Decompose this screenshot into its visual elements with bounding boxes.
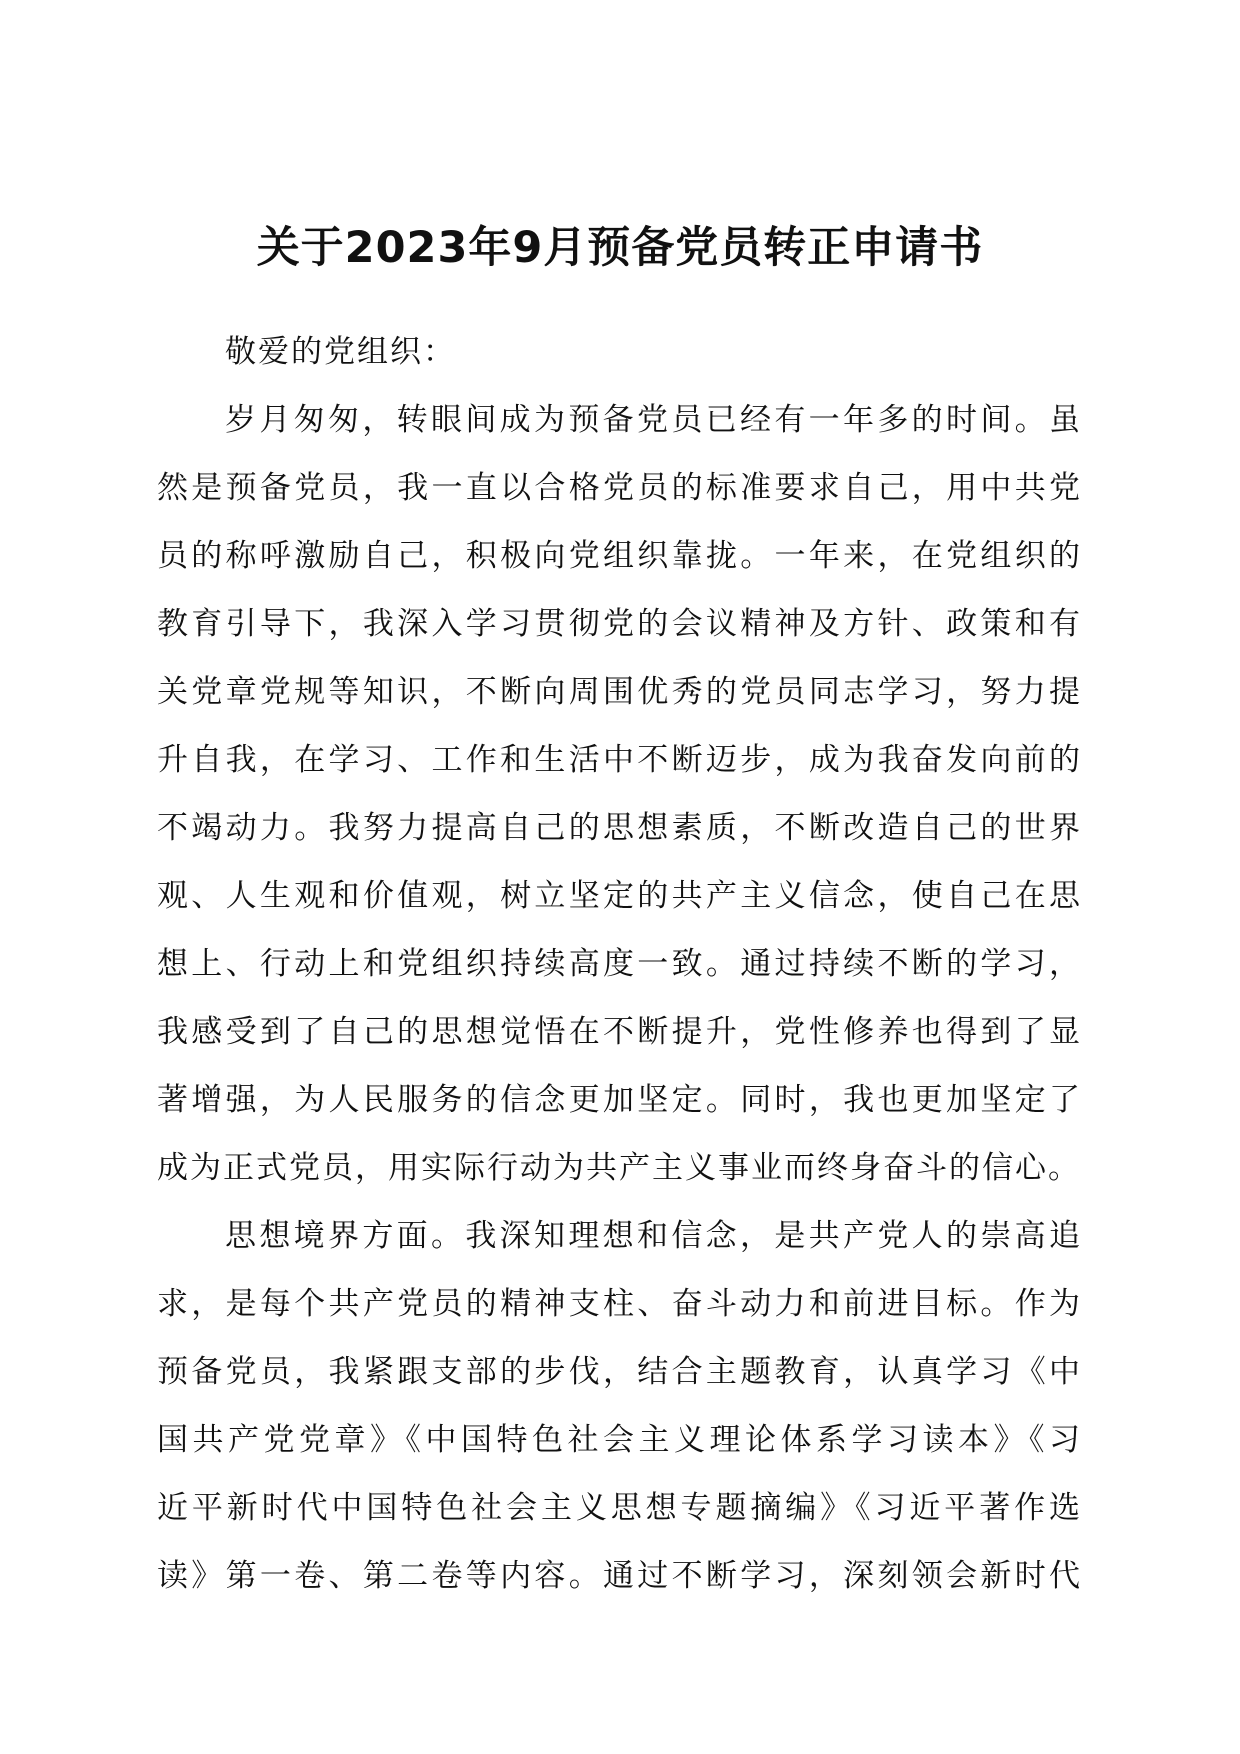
text-line: 然是预备党员，我一直以合格党员的标准要求自己，用中共党 <box>157 470 1082 506</box>
text-line: 教育引导下，我深入学习贯彻党的会议精神及方针、政策和有 <box>157 606 1082 642</box>
page-title: 关于2023年9月预备党员转正申请书 <box>256 223 984 273</box>
text-line: 观、人生观和价值观，树立坚定的共产主义信念，使自己在思 <box>157 878 1082 914</box>
text-line: 不竭动力。我努力提高自己的思想素质，不断改造自己的世界 <box>157 810 1082 846</box>
text-line: 近平新时代中国特色社会主义思想专题摘编》《习近平著作选 <box>157 1490 1082 1526</box>
text-line: 思想境界方面。我深知理想和信念，是共产党人的崇高追 <box>225 1218 1082 1254</box>
text-line: 想上、行动上和党组织持续高度一致。通过持续不断的学习， <box>157 946 1082 982</box>
document-body <box>157 318 1082 1610</box>
text-line: 岁月匆匆，转眼间成为预备党员已经有一年多的时间。虽 <box>225 402 1082 438</box>
salutation: 敬爱的党组织： <box>225 334 456 370</box>
text-line: 读》第一卷、第二卷等内容。通过不断学习，深刻领会新时代 <box>157 1558 1082 1594</box>
paragraph-lines <box>157 386 1082 1610</box>
text-line: 著增强，为人民服务的信念更加坚定。同时，我也更加坚定了 <box>157 1082 1082 1118</box>
text-line: 我感受到了自己的思想觉悟在不断提升，党性修养也得到了显 <box>157 1014 1082 1050</box>
text-line: 求，是每个共产党员的精神支柱、奋斗动力和前进目标。作为 <box>157 1286 1082 1322</box>
text-line: 员的称呼激励自己，积极向党组织靠拢。一年来，在党组织的 <box>157 538 1082 574</box>
text-line: 成为正式党员，用实际行动为共产主义事业而终身奋斗的信心。 <box>157 1150 1081 1186</box>
text-line: 国共产党党章》《中国特色社会主义理论体系学习读本》《习 <box>157 1422 1082 1458</box>
text-line: 升自我，在学习、工作和生活中不断迈步，成为我奋发向前的 <box>157 742 1082 778</box>
text-line: 预备党员，我紧跟支部的步伐，结合主题教育，认真学习《中 <box>157 1354 1082 1390</box>
text-line: 关党章党规等知识，不断向周围优秀的党员同志学习，努力提 <box>157 674 1082 710</box>
